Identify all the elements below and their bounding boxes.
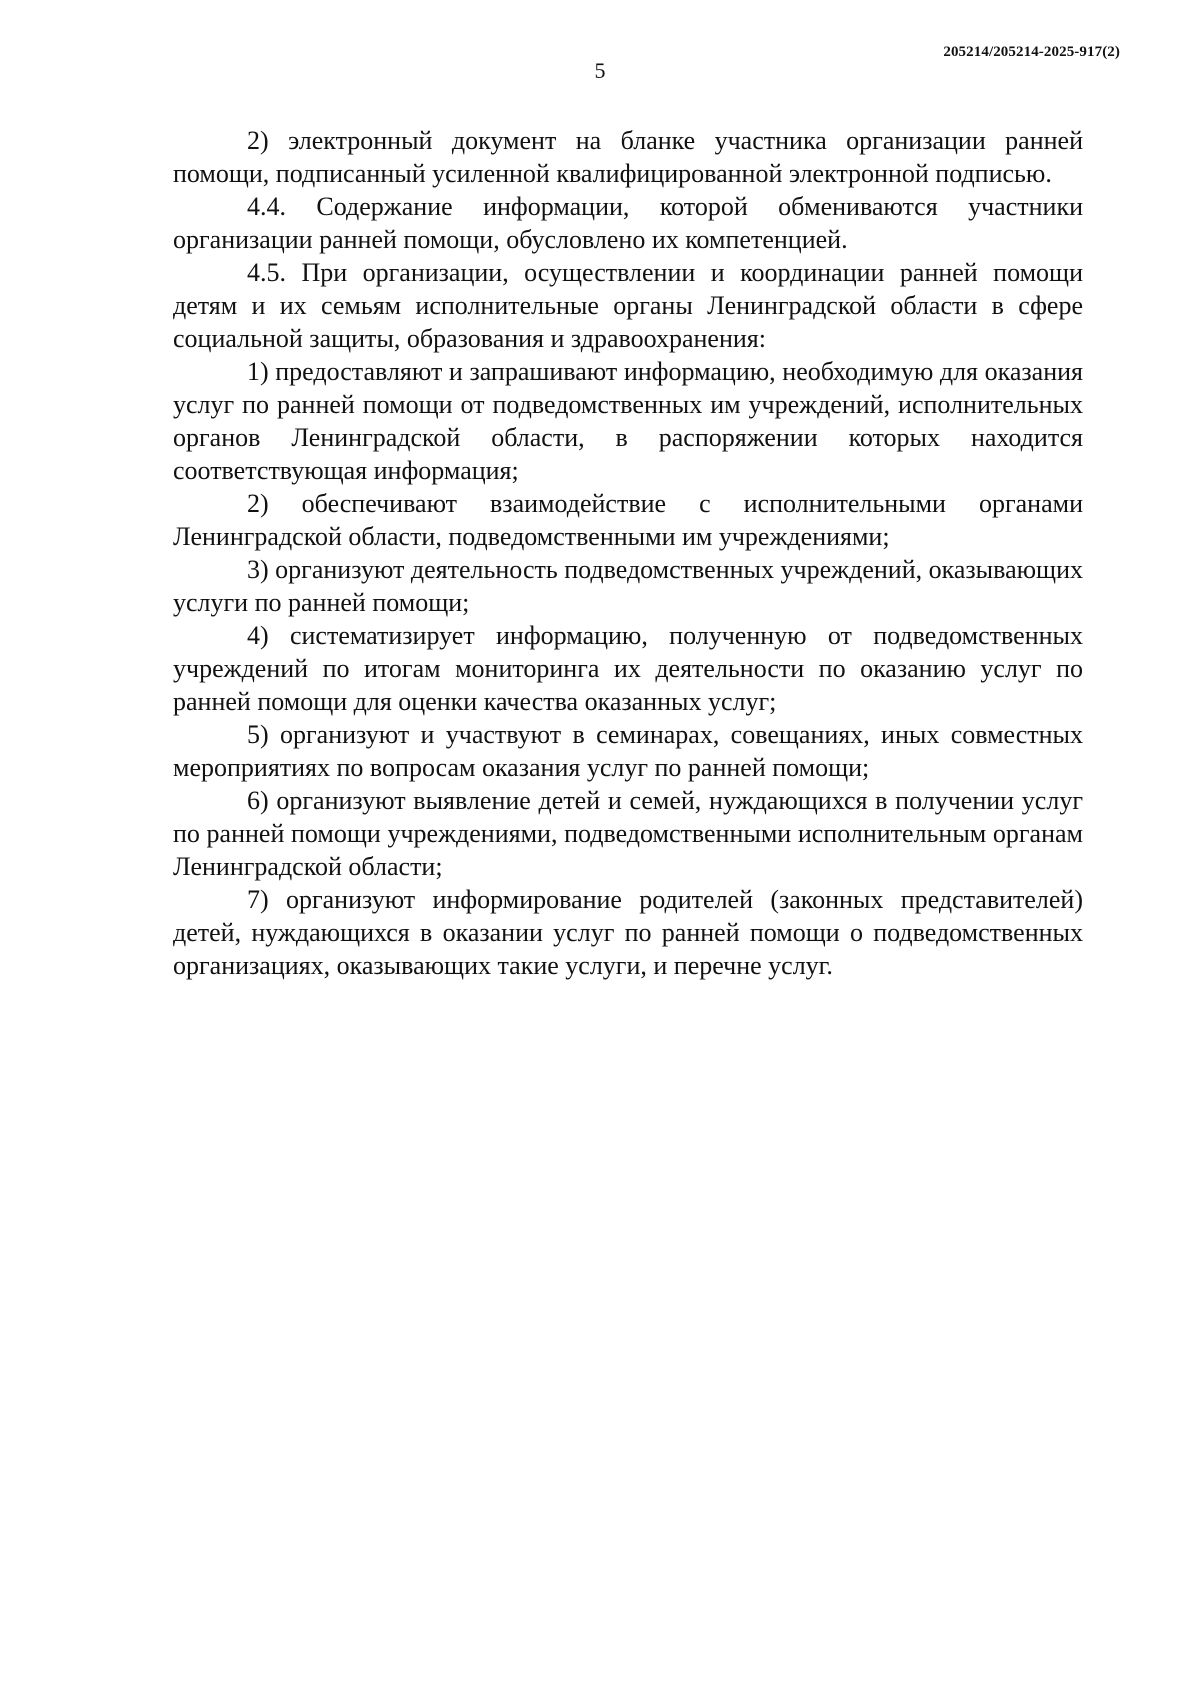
list-item-3: 3) организуют деятельность подведомственных учреждений, оказывающих услуги по ранней помощи; [173, 555, 1083, 617]
document-body [173, 124, 1083, 982]
list-item-5: 5) организуют и участвуют в семинарах, совещаниях, иных совместных мероприятиях по вопросам оказания услуг по ранней помощи; [173, 720, 1083, 782]
list-item-4: 4) систематизирует информацию, полученную от подведомственных учреждений по итогам мониторинга их деятельности по оказанию услуг по ранней помощи для оценки качества оказанных услуг; [173, 621, 1083, 716]
list-item-6: 6) организуют выявление детей и семей, нуждающихся в получении услуг по ранней помощи учреждениями, подведомственными исполнительным органам Ленинградской области; [173, 786, 1083, 881]
paragraph-item-2: 2) электронный документ на бланке участника организации ранней помощи, подписанный усиленной квалифицированной электронной подписью. [173, 126, 1083, 188]
list-item-2: 2) обеспечивают взаимодействие с исполнительными органами Ленинградской области, подведомственными им учреждениями; [173, 489, 1083, 551]
page-number: 5 [594, 58, 606, 83]
paragraph-4-5: 4.5. При организации, осуществлении и координации ранней помощи детям и их семьям исполнительные органы Ленинградской области в сфере социальной защиты, образования и здравоохранения: [173, 258, 1083, 353]
paragraph-4-4: 4.4. Содержание информации, которой обмениваются участники организации ранней помощи, обусловлено их компетенцией. [173, 192, 1083, 254]
document-id: 205214/205214-2025-917(2) [943, 44, 1120, 60]
list-item-1: 1) предоставляют и запрашивают информацию, необходимую для оказания услуг по ранней помощи от подведомственных им учреждений, исполнительных органов Ленинградской области, в распоряжении которых находится соответствующая информация; [173, 357, 1083, 485]
list-item-7: 7) организуют информирование родителей (законных представителей) детей, нуждающихся в оказании услуг по ранней помощи о подведомственных организациях, оказывающих такие услуги, и перечне услуг. [173, 885, 1083, 980]
